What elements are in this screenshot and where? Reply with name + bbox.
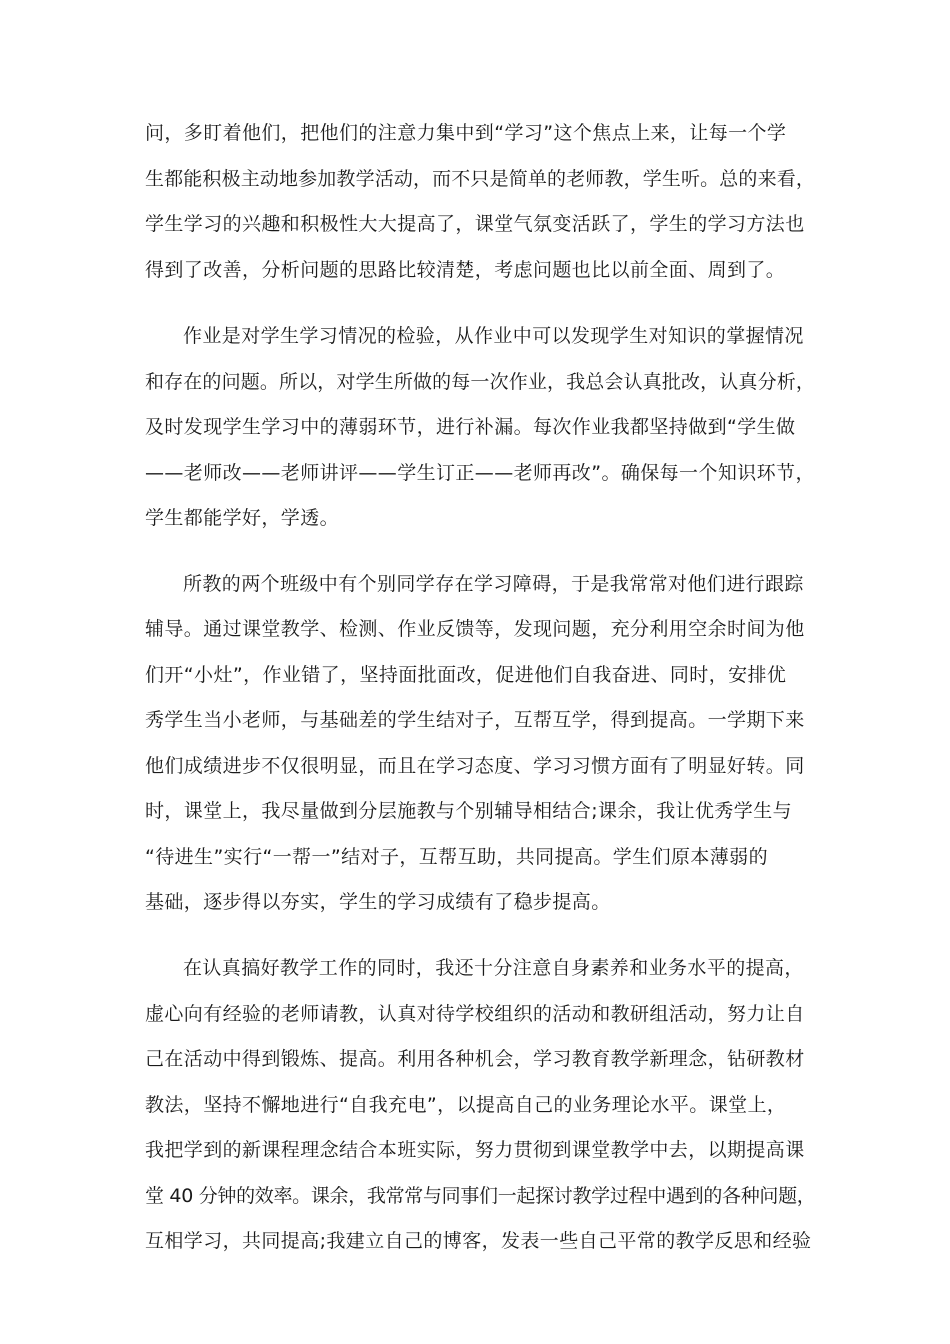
paragraph-2-line-1: 作业是对学生学习情况的检验，从作业中可以发现学生对知识的掌握情况 (183, 325, 804, 347)
paragraph-3-line-8: 基础，逐步得以夯实，学生的学习成绩有了稳步提高。 (145, 891, 611, 913)
paragraph-1-line-4: 得到了改善，分析问题的思路比较清楚，考虑问题也比以前全面、周到了。 (145, 259, 786, 281)
paragraph-3-line-2: 辅导。通过课堂教学、检测、作业反馈等，发现问题，充分利用空余时间为他 (145, 618, 805, 640)
paragraph-4-line-2: 虚心向有经验的老师请教，认真对待学校组织的活动和教研组活动，努力让自 (145, 1003, 805, 1025)
paragraph-4-line-4: 教法，坚持不懈地进行“自我充电”，以提高自己的业务理论水平。课堂上， (145, 1094, 787, 1116)
paragraph-3-line-1: 所教的两个班级中有个别同学存在学习障碍，于是我常常对他们进行跟踪 (183, 573, 804, 595)
paragraph-2-line-2: 和存在的问题。所以，对学生所做的每一次作业，我总会认真批改，认真分析， (145, 371, 816, 393)
paragraph-2-line-3: 及时发现学生学习中的薄弱环节，进行补漏。每次作业我都坚持做到“学生做 (145, 416, 796, 438)
paragraph-4-line-3: 己在活动中得到锻炼、提高。利用各种机会，学习教育教学新理念，钻研教材 (145, 1048, 805, 1070)
paragraph-3-line-6: 时，课堂上，我尽量做到分层施教与个别辅导相结合;课余，我让优秀学生与 (145, 800, 793, 822)
paragraph-2-line-5: 学生都能学好，学透。 (145, 507, 340, 529)
paragraph-4-line-5: 我把学到的新课程理念结合本班实际，努力贯彻到课堂教学中去，以期提高课 (145, 1139, 805, 1161)
paragraph-2-line-4: ——老师改——老师讲评——学生订正——老师再改”。确保每一个知识环节， (145, 462, 815, 484)
paragraph-4-line-6: 堂 40 分钟的效率。课余，我常常与同事们一起探讨教学过程中遇到的各种问题， (145, 1185, 816, 1207)
paragraph-4-line-7: 互相学习，共同提高;我建立自己的博客，发表一些自己平常的教学反思和经验 (145, 1230, 812, 1252)
paragraph-3-line-4: 秀学生当小老师，与基础差的学生结对子，互帮互学，得到提高。一学期下来 (145, 709, 805, 731)
paragraph-1-line-2: 生都能积极主动地参加教学活动，而不只是简单的老师教，学生听。总的来看， (145, 168, 816, 190)
paragraph-3-line-5: 他们成绩进步不仅很明显，而且在学习态度、学习习惯方面有了明显好转。同 (145, 755, 805, 777)
paragraph-4-line-1: 在认真搞好教学工作的同时，我还十分注意自身素养和业务水平的提高， (183, 957, 804, 979)
paragraph-3-line-3: 们开“小灶”，作业错了，坚持面批面改，促进他们自我奋进、同时，安排优 (145, 664, 787, 686)
paragraph-1-line-3: 学生学习的兴趣和积极性大大提高了，课堂气氛变活跃了，学生的学习方法也 (145, 213, 805, 235)
paragraph-3-line-7: “待进生”实行“一帮一”结对子，互帮互助，共同提高。学生们原本薄弱的 (145, 846, 768, 868)
paragraph-1-line-1: 问，多盯着他们，把他们的注意力集中到“学习”这个焦点上来，让每一个学 (145, 122, 787, 144)
